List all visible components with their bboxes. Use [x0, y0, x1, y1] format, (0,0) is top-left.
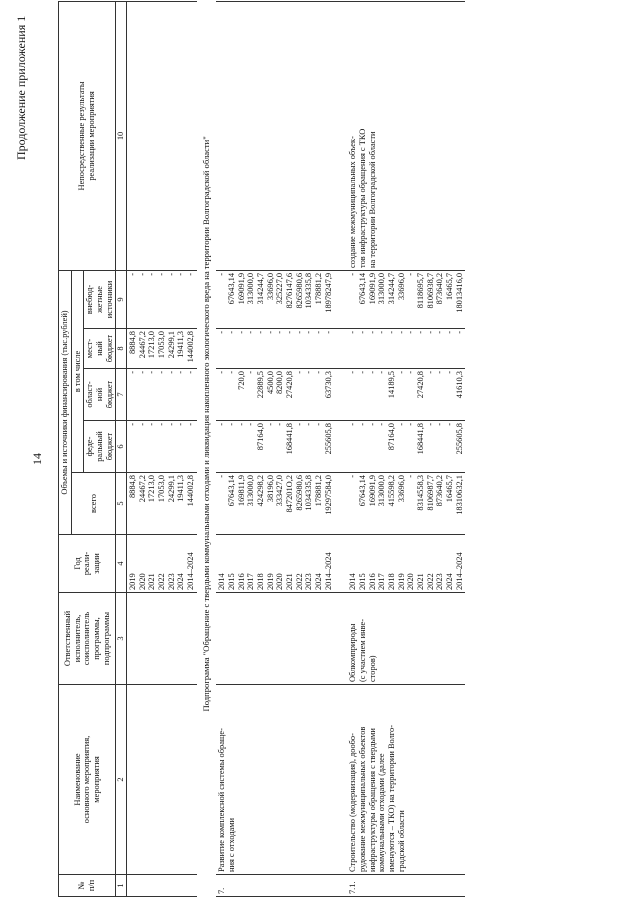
continuation-label: Продолжение приложения 1 [14, 15, 28, 160]
regional-cell: - - - - - - - [126, 369, 196, 421]
col-number: 9 [116, 270, 127, 328]
local-cell: 8884,8 24467,2 17213,0 17053,0 24299,1 19411,3 144002,8 [126, 329, 196, 369]
header-name: Наименование основного мероприятия, мероприятия [59, 685, 116, 875]
extrabudget-cell: - 67643,14 169091,9 313000,0 314244,7 33696,0 325227,0 8276147,6 8265980,6 1034335,8 178881,2 18978247,9 [216, 270, 334, 328]
header-extrabudget: внебюд- жетные источники [84, 270, 116, 328]
column-numbers-row [116, 1, 127, 896]
header-regional: облаcт- ной бюджет [84, 369, 116, 421]
subprogram-title: Подпрограмма "Обращение с твердыми коммунальными отходами и ликвидация накопленного экологического вреда на территории Волгоградской области" [200, 136, 211, 712]
header-responsible: Ответственный исполнитель, соисполнитель программы, подпрограммы [59, 593, 116, 685]
header-local: мест- ный бюджет [84, 329, 116, 369]
extrabudget-cell: - 67643,14 169091,9 313000,0 314244,7 33696,0 - 8118695,7 8106938,7 873640,2 16465,7 18013416,0 [334, 270, 465, 328]
regional-cell: - - - - 14189,5 - - 27420,8 - - - 41610,3 [334, 369, 465, 421]
table-row [334, 1, 465, 896]
financing-table [58, 1, 465, 897]
table-row [216, 1, 334, 896]
years-cell: 2014 2015 2016 2017 2018 2019 2020 2021 2022 2023 2024 2014–2024 [334, 535, 465, 593]
header-federal: феде- ральный бюджет [84, 421, 116, 473]
extrabudget-cell: - - - - - - - [126, 270, 196, 328]
regional-cell: - - 720,0 - 22889,5 4500,0 8200,0 27420,8 - - - 63730,3 [216, 369, 334, 421]
federal-cell: - - - - - - - [126, 421, 196, 473]
total-cell: - 67643,14 169091,9 313000,0 415598,2 33696,0 - 8314558,3 8106987,7 873640,2 16465,7 18310632,1 [334, 473, 465, 535]
row-number: 7. [216, 875, 334, 897]
header-year: Год реали- зации [59, 535, 116, 593]
row-result [216, 1, 334, 270]
header-total: всего [71, 473, 116, 535]
table-row [126, 1, 196, 896]
local-cell: - - - - - - - - - - - - [216, 329, 334, 369]
federal-cell: - - - - 87164,0 - - 168441,8 - - - 255605,8 [216, 421, 334, 473]
col-number: 1 [116, 875, 127, 897]
header-financing: Объемы и источники финансирования (тыс.рублей) [59, 270, 72, 534]
col-number: 7 [116, 369, 127, 421]
row-name: Развитие комплексной системы обраще- ния с отходами [216, 685, 334, 875]
col-number: 10 [116, 1, 127, 270]
col-number: 5 [116, 473, 127, 535]
row-result: создание межмуниципальных объек- тов инфраструктуры обращения с ТКО на территории Волгоградской области [334, 1, 465, 270]
row-number: 7.1. [334, 875, 465, 897]
header-including: в том числе [71, 270, 84, 472]
col-number: 8 [116, 329, 127, 369]
header-num: № п/п [59, 875, 116, 897]
page-number: 14 [30, 453, 44, 465]
years-cell: 2019 2020 2021 2022 2023 2024 2014–2024 [126, 535, 196, 593]
row-responsible: Облкомприроды (с участием инве- сторов) [334, 593, 465, 685]
row-name: Строительство (модернизация), дообо- рудование межмуниципальных объектов инфраструктуры обращения с твердыми коммунальными отходами (далее именуются – ТКО) на территории Волго- градской области [334, 685, 465, 875]
local-cell: - - - - - - - - - - - - [334, 329, 465, 369]
row-responsible [216, 593, 334, 685]
header-results: Непосредственные результаты реализации мероприятия [59, 1, 116, 270]
col-number: 6 [116, 421, 127, 473]
col-number: 3 [116, 593, 127, 685]
total-cell: 8884,8 24467,2 17213,0 17053,0 24299,1 19411,3 144002,8 [126, 473, 196, 535]
total-cell: - 67643,14 169811,9 313000,0 424298,2 38196,0 333427,0 847201O,2 8265980,6 1034335,8 178881,2 19297584,0 [216, 473, 334, 535]
col-number: 2 [116, 685, 127, 875]
years-cell: 2014 2015 2016 2017 2018 2019 2020 2021 2022 2023 2024 2014–2024 [216, 535, 334, 593]
federal-cell: - - - - 87164,0 - - 168441,8 - - - 255605,8 [334, 421, 465, 473]
col-number: 4 [116, 535, 127, 593]
